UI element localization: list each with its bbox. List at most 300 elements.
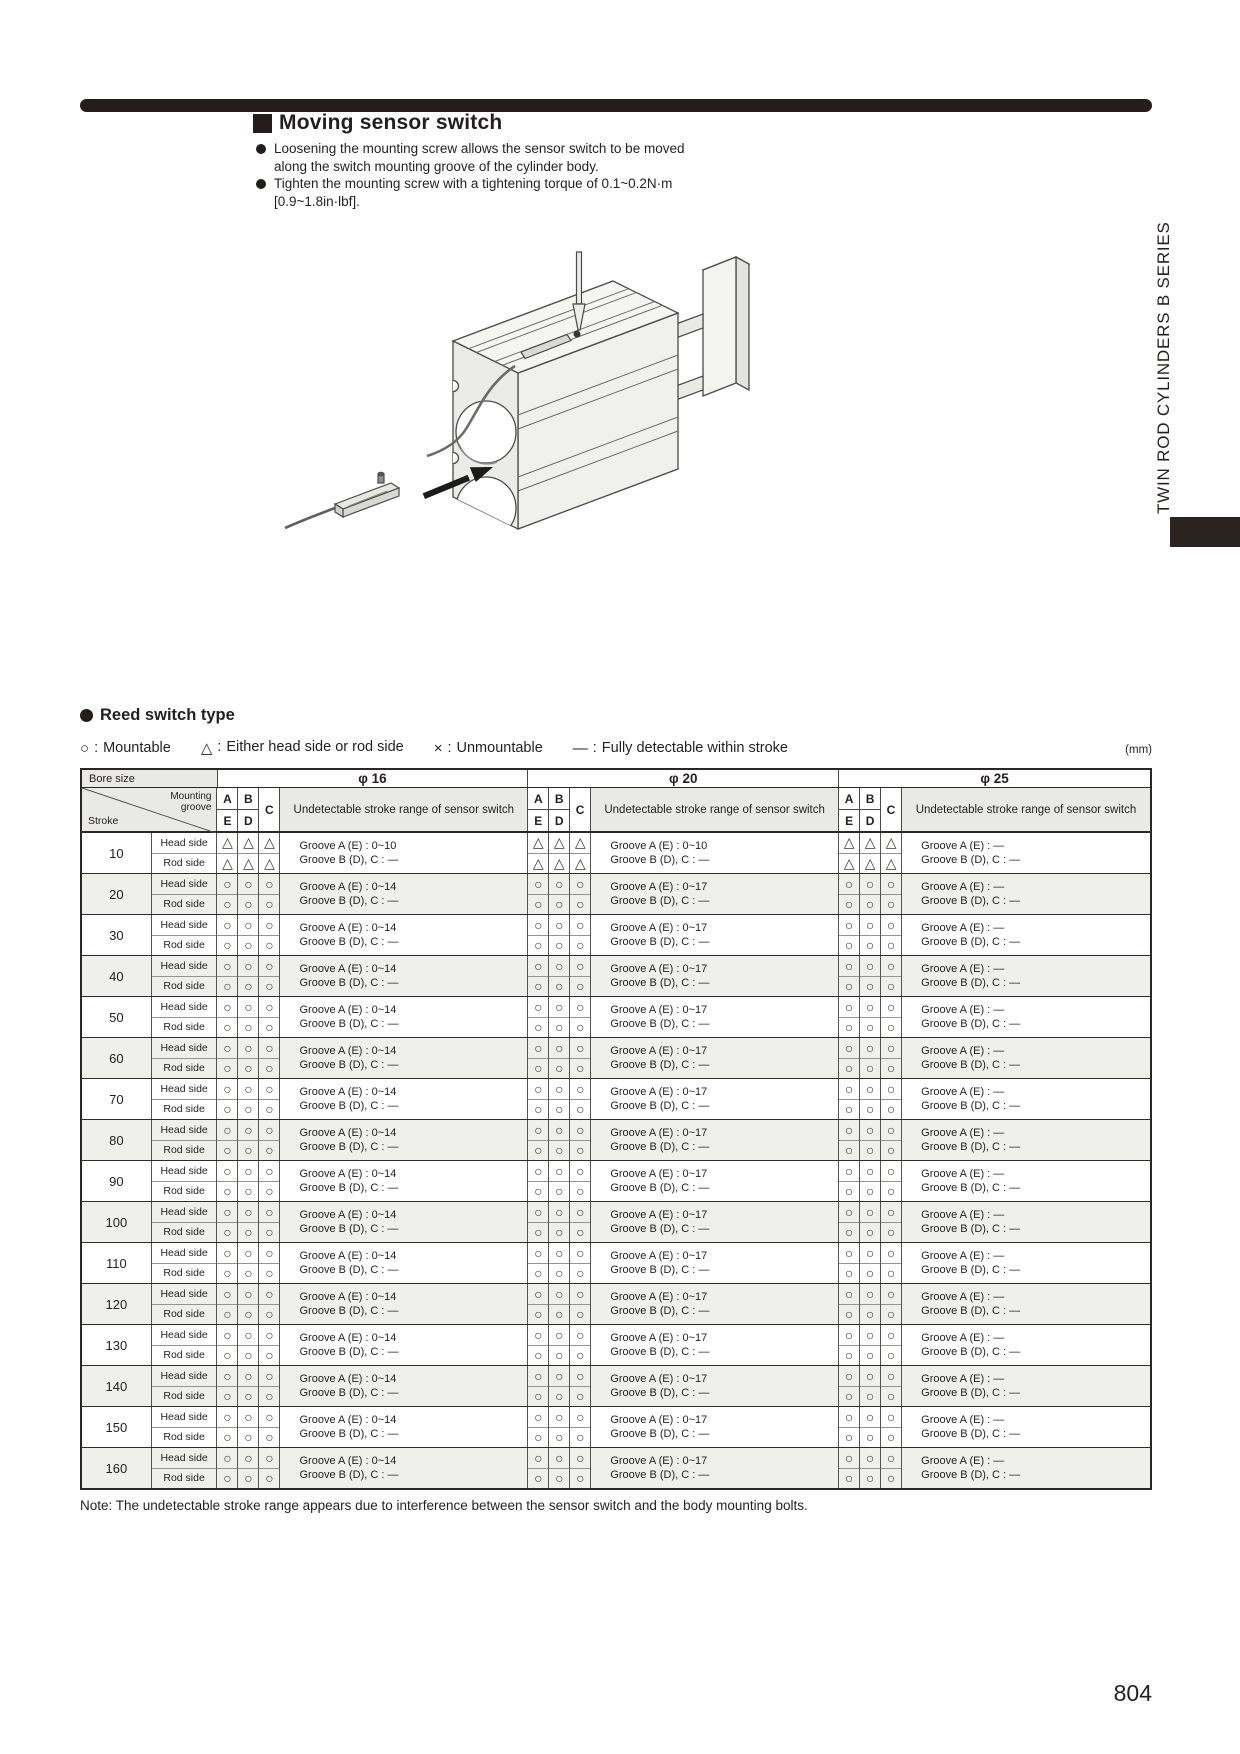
rod-side-label: Rod side: [163, 898, 205, 911]
bore-section: [839, 1284, 1150, 1324]
mount-symbol-column: [528, 915, 549, 955]
mount-symbol-column: [839, 1284, 860, 1324]
bullet-icon: [256, 179, 266, 189]
mount-symbol: ○: [860, 997, 880, 1018]
mount-symbol-column: [570, 1448, 591, 1488]
side-labels: [152, 874, 218, 914]
mount-symbol-column: [528, 1161, 549, 1201]
head-side-label: Head side: [152, 1038, 217, 1059]
undetectable-range-cell: [280, 1366, 528, 1406]
stroke-groove-diagonal-cell: [82, 788, 217, 831]
mount-symbol-column: [570, 915, 591, 955]
stroke-label: Stroke: [88, 815, 119, 827]
head-side-label: Head side: [152, 1366, 217, 1387]
mount-symbol: ○: [860, 915, 880, 936]
mount-symbol-column: [860, 1120, 881, 1160]
rod-side-label: Rod side: [163, 1062, 205, 1075]
bore-section: [839, 1243, 1150, 1283]
mount-symbol: ○: [244, 1306, 253, 1323]
mount-symbol: ○: [886, 1265, 896, 1282]
mount-symbol-column: [549, 874, 570, 914]
mount-symbol: ○: [534, 1388, 543, 1405]
undetectable-range-cell: [280, 874, 528, 914]
cross-symbol: ×: [433, 740, 443, 757]
mount-symbol-column: [860, 1284, 881, 1324]
mount-symbol: ○: [860, 874, 880, 895]
mount-symbol: ○: [570, 1120, 590, 1141]
mount-symbol: ○: [549, 1161, 569, 1182]
undetectable-header: Undetectable stroke range of sensor switch: [902, 788, 1150, 831]
mount-symbol-column: [528, 1448, 549, 1488]
groove-a-range: Groove A (E) : 0~17: [610, 1167, 708, 1180]
head-side-label: Head side: [152, 997, 217, 1018]
rod-side-label: Rod side: [163, 939, 205, 952]
legend-separator: :: [217, 739, 222, 755]
mount-symbol: ○: [865, 1429, 875, 1446]
mounting-plate: [703, 257, 749, 396]
mount-symbol-column: [860, 1243, 881, 1283]
mount-symbol: ○: [576, 1142, 585, 1159]
groove-bc-range: Groove B (D), C : —: [921, 1304, 1021, 1317]
bullet-continuation: [0.9~1.8in·lbf].: [274, 193, 360, 209]
mount-symbol-column: [549, 1243, 570, 1283]
mount-symbol-column: [528, 833, 549, 873]
mount-symbol: △: [839, 833, 859, 854]
mount-symbol: ○: [860, 956, 880, 977]
mount-symbol-column: [860, 1407, 881, 1447]
undetectable-range-cell: [902, 1284, 1150, 1324]
mount-symbol: ○: [839, 1079, 859, 1100]
mount-symbol-column: [881, 1202, 902, 1242]
groove-col-ae: [528, 788, 549, 831]
mount-symbol-column: [570, 1284, 591, 1324]
mount-symbol: ○: [844, 1142, 854, 1159]
mount-symbol: ○: [238, 874, 258, 895]
mount-symbol: ○: [244, 1060, 253, 1077]
mount-symbol: ○: [534, 937, 543, 954]
mount-symbol-column: [217, 1161, 238, 1201]
legend-item-either-side: [201, 739, 404, 757]
mount-symbol: ○: [576, 978, 585, 995]
mount-symbol: ○: [534, 1142, 543, 1159]
mount-symbol: ○: [238, 1120, 258, 1141]
mount-symbol: ○: [223, 1101, 232, 1118]
mount-symbol: ○: [865, 1265, 875, 1282]
mount-symbol: ○: [881, 1366, 901, 1387]
bore-section: [217, 833, 528, 873]
mount-symbol: ○: [886, 1429, 896, 1446]
groove-b-label: B: [549, 788, 569, 810]
mount-symbol-column: [881, 833, 902, 873]
mount-symbol: ○: [259, 1202, 279, 1223]
unit-label: (mm): [1125, 744, 1152, 756]
mount-symbol: ○: [217, 1079, 237, 1100]
rod-side-label: Rod side: [163, 1021, 205, 1034]
undetectable-range-cell: [280, 1038, 528, 1078]
head-side-label: Head side: [152, 833, 217, 854]
bore-25-header: φ 25: [839, 770, 1150, 787]
groove-a-range: Groove A (E) : 0~14: [299, 1249, 397, 1262]
mount-symbol: ○: [238, 1243, 258, 1264]
mount-symbol: ○: [223, 1224, 232, 1241]
groove-a-range: Groove A (E) : —: [921, 1126, 1005, 1139]
mount-symbol: ○: [259, 1038, 279, 1059]
stroke-value: 160: [82, 1448, 152, 1488]
reed-switch-heading: [80, 706, 235, 725]
mount-symbol: ○: [886, 1060, 896, 1077]
mount-symbol-column: [217, 997, 238, 1037]
mount-symbol-column: [238, 1161, 259, 1201]
groove-bc-range: Groove B (D), C : —: [610, 935, 710, 948]
groove-header-row: [82, 788, 1150, 833]
mount-symbol: ○: [844, 937, 854, 954]
groove-bc-range: Groove B (D), C : —: [610, 1386, 710, 1399]
bullet-item: [256, 175, 698, 193]
mount-symbol-column: [217, 1038, 238, 1078]
mount-symbol: ○: [839, 1407, 859, 1428]
mount-symbol-column: [259, 1161, 280, 1201]
stroke-value: 80: [82, 1120, 152, 1160]
mount-symbol-column: [217, 956, 238, 996]
mount-symbol: ○: [570, 1284, 590, 1305]
mount-symbol: ○: [839, 1284, 859, 1305]
groove-a-range: Groove A (E) : 0~10: [610, 839, 708, 852]
undetectable-range-cell: [902, 874, 1150, 914]
mount-symbol: ○: [238, 956, 258, 977]
rod-side-label: Rod side: [163, 1144, 205, 1157]
mount-symbol-column: [549, 1407, 570, 1447]
mount-symbol: ○: [886, 1470, 896, 1487]
groove-a-range: Groove A (E) : 0~14: [299, 921, 397, 934]
bore-section: [839, 874, 1150, 914]
mount-symbol: ○: [223, 978, 232, 995]
groove-bc-range: Groove B (D), C : —: [610, 1058, 710, 1071]
mount-symbol-column: [217, 915, 238, 955]
mount-symbol-column: [528, 1120, 549, 1160]
undetectable-range-cell: [280, 1325, 528, 1365]
mount-symbol: ○: [244, 978, 253, 995]
bore-section: [839, 997, 1150, 1037]
mount-symbol: ○: [217, 956, 237, 977]
mount-symbol: ○: [265, 1224, 274, 1241]
groove-a-range: Groove A (E) : 0~17: [610, 1413, 708, 1426]
mount-symbol: ○: [528, 997, 548, 1018]
mount-symbol: ○: [534, 896, 543, 913]
mount-symbol: ○: [576, 1183, 585, 1200]
section-title-row: [253, 111, 502, 135]
mount-symbol: ○: [217, 874, 237, 895]
stroke-value: 20: [82, 874, 152, 914]
mount-symbol: ○: [534, 1347, 543, 1364]
groove-bc-range: Groove B (D), C : —: [299, 1017, 399, 1030]
mount-symbol: ○: [217, 1366, 237, 1387]
mount-symbol: ○: [865, 1224, 875, 1241]
mount-symbol: ○: [860, 1202, 880, 1223]
mount-symbol-column: [528, 1407, 549, 1447]
stroke-value: 120: [82, 1284, 152, 1324]
table-row: [82, 1160, 1150, 1201]
groove-a-range: Groove A (E) : —: [921, 1290, 1005, 1303]
mount-symbol-column: [860, 1448, 881, 1488]
mount-symbol: ○: [549, 1120, 569, 1141]
bore-size-header-row: [82, 770, 1150, 788]
bore-section: [528, 997, 839, 1037]
mount-symbol: ○: [886, 1306, 896, 1323]
mount-symbol-column: [259, 1038, 280, 1078]
mount-symbol-column: [881, 1243, 902, 1283]
mount-symbol-column: [259, 874, 280, 914]
rod-side-label: Rod side: [163, 1103, 205, 1116]
mount-symbol: ○: [576, 1019, 585, 1036]
groove-a-range: Groove A (E) : 0~17: [610, 1372, 708, 1385]
mount-symbol-column: [839, 1161, 860, 1201]
mount-symbol: ○: [549, 1038, 569, 1059]
groove-a-range: Groove A (E) : —: [921, 1167, 1005, 1180]
groove-a-range: Groove A (E) : 0~14: [299, 1372, 397, 1385]
groove-a-range: Groove A (E) : 0~14: [299, 962, 397, 975]
bore-section: [839, 1448, 1150, 1488]
groove-bc-range: Groove B (D), C : —: [921, 976, 1021, 989]
groove-a-range: Groove A (E) : —: [921, 1372, 1005, 1385]
mount-symbol: ○: [865, 1019, 875, 1036]
mount-symbol: ○: [576, 1265, 585, 1282]
mount-symbol-column: [839, 1407, 860, 1447]
mount-symbol-column: [238, 833, 259, 873]
mount-symbol: ○: [223, 896, 232, 913]
mount-symbol: ○: [839, 1325, 859, 1346]
mount-symbol: ○: [570, 1243, 590, 1264]
groove-a-range: Groove A (E) : —: [921, 880, 1005, 893]
mount-symbol-column: [881, 1284, 902, 1324]
groove-bc-range: Groove B (D), C : —: [299, 1386, 399, 1399]
groove-a-range: Groove A (E) : 0~17: [610, 1085, 708, 1098]
mount-symbol: ○: [244, 1224, 253, 1241]
mount-symbol: ○: [549, 997, 569, 1018]
legend-item-fully-detectable: [573, 740, 788, 757]
reed-switch-table: [80, 768, 1152, 1490]
mount-symbol: ○: [570, 1202, 590, 1223]
undetectable-range-cell: [280, 915, 528, 955]
bore-section: [839, 1366, 1150, 1406]
mount-symbol: ○: [265, 1142, 274, 1159]
side-labels: [152, 915, 218, 955]
mount-symbol-column: [238, 1366, 259, 1406]
bore-section: [217, 874, 528, 914]
mount-symbol: ○: [265, 1183, 274, 1200]
mount-symbol: ○: [238, 1325, 258, 1346]
mount-symbol: ○: [555, 1101, 564, 1118]
undetectable-range-cell: [280, 997, 528, 1037]
mount-symbol: ○: [576, 1306, 585, 1323]
mount-symbol-column: [528, 997, 549, 1037]
mount-symbol: ○: [886, 1347, 896, 1364]
mount-symbol-column: [238, 997, 259, 1037]
mount-symbol: ○: [570, 997, 590, 1018]
groove-e-label: E: [534, 813, 543, 828]
mount-symbol: ○: [886, 937, 896, 954]
mount-symbol: △: [217, 833, 237, 854]
mount-symbol-column: [217, 833, 238, 873]
mount-symbol-column: [839, 1202, 860, 1242]
mount-symbol: ○: [223, 1470, 232, 1487]
groove-bc-range: Groove B (D), C : —: [610, 1181, 710, 1194]
side-labels: [152, 997, 218, 1037]
mount-symbol: ○: [238, 915, 258, 936]
mount-symbol: ○: [844, 1060, 854, 1077]
table-row: [82, 833, 1150, 873]
groove-a-range: Groove A (E) : 0~17: [610, 962, 708, 975]
mount-symbol: ○: [265, 1101, 274, 1118]
mount-symbol-column: [259, 1366, 280, 1406]
dash-symbol: —: [572, 740, 588, 757]
mount-symbol: ○: [528, 1161, 548, 1182]
rod-side-label: Rod side: [163, 980, 205, 993]
groove-bc-range: Groove B (D), C : —: [610, 1017, 710, 1030]
mount-symbol-column: [259, 1120, 280, 1160]
mount-symbol: ○: [555, 1019, 564, 1036]
cylinder-illustration: [283, 236, 763, 548]
mount-symbol: ○: [238, 997, 258, 1018]
mount-symbol: ○: [860, 1325, 880, 1346]
mount-symbol: ○: [244, 896, 253, 913]
mount-symbol: ○: [570, 1448, 590, 1469]
stroke-value: 30: [82, 915, 152, 955]
bore-section: [839, 956, 1150, 996]
groove-d-label: D: [865, 813, 875, 828]
mount-symbol-column: [881, 956, 902, 996]
mount-symbol: ○: [886, 1224, 896, 1241]
bore-16-header: φ 16: [218, 770, 529, 787]
groove-a-range: Groove A (E) : —: [921, 1454, 1005, 1467]
mount-symbol: ○: [259, 1407, 279, 1428]
mount-symbol: ○: [860, 1407, 880, 1428]
undetectable-range-cell: [591, 1079, 839, 1119]
groove-a-range: Groove A (E) : 0~10: [299, 839, 397, 852]
mount-symbol: ○: [217, 1284, 237, 1305]
groove-a-label: A: [528, 788, 548, 810]
mount-symbol-column: [570, 1079, 591, 1119]
groove-bc-range: Groove B (D), C : —: [921, 1058, 1021, 1071]
mount-symbol: ○: [223, 1060, 232, 1077]
mount-symbol-column: [259, 1325, 280, 1365]
legend-label: Fully detectable within stroke: [601, 740, 788, 756]
mount-symbol: ○: [259, 1161, 279, 1182]
mount-symbol: ○: [217, 1202, 237, 1223]
mount-symbol: ○: [238, 1407, 258, 1428]
bore-section: [528, 1038, 839, 1078]
groove-bc-range: Groove B (D), C : —: [921, 1427, 1021, 1440]
table-row: [82, 1037, 1150, 1078]
mount-symbol: ○: [217, 1325, 237, 1346]
groove-bc-range: Groove B (D), C : —: [299, 935, 399, 948]
mount-symbol: ○: [244, 1429, 253, 1446]
mount-symbol: ○: [844, 1306, 854, 1323]
groove-a-range: Groove A (E) : 0~17: [610, 1249, 708, 1262]
groove-bc-range: Groove B (D), C : —: [299, 1099, 399, 1112]
mount-symbol: ○: [881, 956, 901, 977]
mount-symbol: ○: [259, 1284, 279, 1305]
undetectable-range-cell: [591, 1202, 839, 1242]
side-labels: [152, 1243, 218, 1283]
mount-symbol: ○: [265, 1347, 274, 1364]
undetectable-range-cell: [902, 1407, 1150, 1447]
mount-symbol: ○: [217, 997, 237, 1018]
rod-side-label: Rod side: [163, 1308, 205, 1321]
mount-symbol: ○: [528, 956, 548, 977]
undetectable-range-cell: [902, 1079, 1150, 1119]
groove-a-range: Groove A (E) : 0~17: [610, 1331, 708, 1344]
bullet-icon: [256, 144, 266, 154]
mount-symbol-column: [238, 956, 259, 996]
table-row: [82, 1447, 1150, 1488]
mount-symbol: ○: [865, 896, 875, 913]
rod-side-label: Rod side: [163, 1267, 205, 1280]
mount-symbol-column: [549, 1038, 570, 1078]
mount-symbol: ○: [528, 1325, 548, 1346]
mount-symbol: ○: [839, 1202, 859, 1223]
stroke-value: 140: [82, 1366, 152, 1406]
groove-bc-range: Groove B (D), C : —: [921, 1017, 1021, 1030]
mount-symbol: ○: [881, 874, 901, 895]
mount-symbol-column: [238, 1448, 259, 1488]
mount-symbol-column: [881, 1038, 902, 1078]
undetectable-range-cell: [591, 1161, 839, 1201]
mount-symbol-column: [259, 1448, 280, 1488]
bore-section: [217, 1243, 528, 1283]
rod-side-label: Rod side: [163, 857, 205, 870]
groove-b-label: B: [860, 788, 880, 810]
bore-section: [528, 1325, 839, 1365]
groove-a-range: Groove A (E) : —: [921, 1085, 1005, 1098]
mount-symbol-column: [259, 833, 280, 873]
mount-symbol: ○: [570, 1407, 590, 1428]
bore-section: [528, 1120, 839, 1160]
mount-symbol: ○: [217, 1243, 237, 1264]
groove-bc-range: Groove B (D), C : —: [921, 1386, 1021, 1399]
mount-symbol: ○: [549, 1079, 569, 1100]
mount-symbol: ○: [223, 1265, 232, 1282]
bore-section: [528, 1243, 839, 1283]
mount-symbol: ○: [839, 1038, 859, 1059]
mount-symbol: ○: [528, 874, 548, 895]
mount-symbol: ○: [576, 1060, 585, 1077]
mount-symbol-column: [549, 915, 570, 955]
undetectable-range-cell: [902, 1243, 1150, 1283]
mount-symbol: ○: [549, 956, 569, 977]
bore-section: [217, 1325, 528, 1365]
table-body: [82, 833, 1150, 1488]
undetectable-range-cell: [280, 1407, 528, 1447]
mount-symbol: ○: [886, 1101, 896, 1118]
mount-symbol: ○: [265, 1019, 274, 1036]
mount-symbol: ○: [555, 937, 564, 954]
groove-a-range: Groove A (E) : 0~14: [299, 1085, 397, 1098]
mount-symbol-column: [881, 1448, 902, 1488]
mount-symbol: ○: [570, 1079, 590, 1100]
undetectable-range-cell: [591, 1038, 839, 1078]
mount-symbol-column: [839, 915, 860, 955]
bullet-text: Loosening the mounting screw allows the sensor switch to be moved along the switch mounting groove of the cylinder body.: [274, 141, 685, 174]
mount-symbol-column: [259, 1079, 280, 1119]
mount-symbol: ○: [886, 896, 896, 913]
mount-symbol: △: [243, 854, 254, 871]
groove-bc-range: Groove B (D), C : —: [299, 894, 399, 907]
top-divider-bar: [80, 99, 1152, 112]
heading-bullet-icon: [80, 709, 93, 722]
mount-symbol: ○: [238, 1202, 258, 1223]
side-labels: [152, 1284, 218, 1324]
mount-symbol-column: [217, 1079, 238, 1119]
